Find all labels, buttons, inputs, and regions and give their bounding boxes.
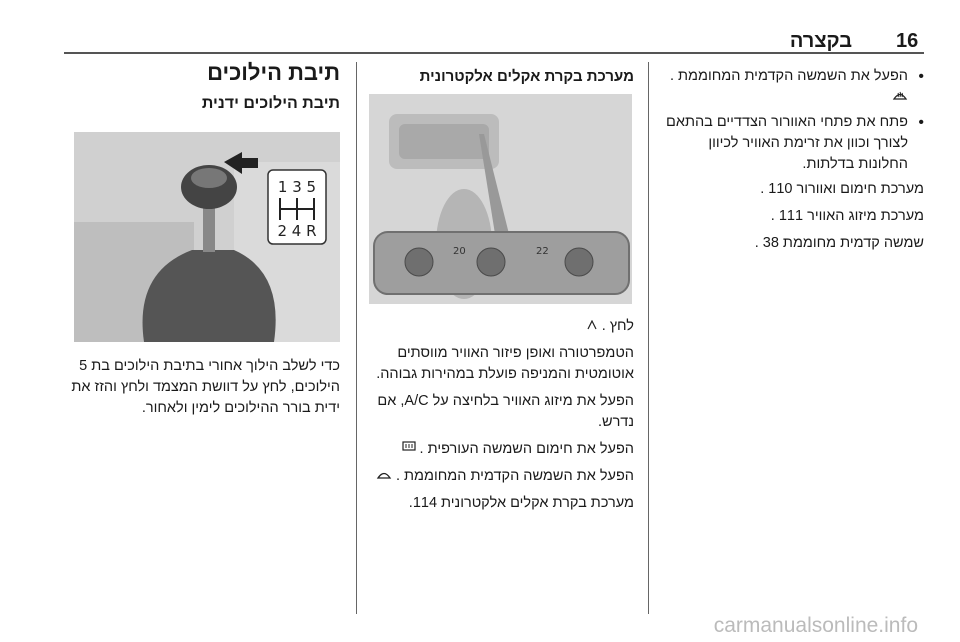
- panel-temp-left: 20: [453, 246, 466, 257]
- right-column: [662, 66, 924, 260]
- gear-lever-photo: [74, 132, 340, 342]
- climate-control-photo: [369, 94, 632, 304]
- bullet-text: הפעל את השמשה הקדמית המחוממת .: [669, 68, 908, 84]
- ref-windscreen: [662, 233, 924, 254]
- para-climate-ref: מערכת בקרת אקלים אלקטרונית 114.: [408, 495, 634, 511]
- rear-defrost-icon: [402, 441, 416, 457]
- watermark: carmanualsonline.info: [713, 614, 918, 637]
- dashboard-illustration: [369, 94, 632, 304]
- ref-text: מערכת מיזוג האוויר 111 .: [770, 208, 924, 224]
- ref-text: מערכת חימום ואוורור 110 .: [760, 181, 924, 197]
- left-column: [64, 62, 340, 114]
- heated-windscreen-icon: [892, 89, 908, 105]
- middle-column-text: [368, 316, 634, 520]
- transmission-title: תיבת הילוכים: [207, 60, 340, 85]
- ref-heating: [662, 179, 924, 200]
- middle-column: [368, 66, 634, 87]
- climate-title: מערכת בקרת אקלים אלקטרונית: [419, 68, 634, 85]
- bullet-windscreen: [662, 66, 924, 108]
- reverse-gear-paragraph: כדי לשלב הילוך אחורי בתיבת הילוכים בת 5 הילוכים, לחץ על דוושת המצמד ולחץ והזז את ידית בורר ההילוכים לימין ולאחור.: [71, 358, 340, 416]
- section-title: בקצרה: [789, 30, 852, 52]
- para-text: הפעל את השמשה הקדמית המחוממת .: [395, 468, 634, 484]
- bullet-text: פתח את פתחי האוורור הצדדיים בהתאם לצורך וכוון את זרימת האוויר לכיוון החלונות בדלתות.: [666, 114, 908, 172]
- manual-transmission-subtitle: תיבת הילוכים ידנית: [201, 95, 340, 112]
- para-windscreen: [368, 466, 634, 487]
- page-header: [0, 0, 960, 52]
- para-auto: [368, 316, 634, 337]
- header-rule: [64, 52, 924, 54]
- column-divider-right: [648, 62, 649, 614]
- para-ac: הפעל את מיזוג האוויר בלחיצה על A/C, אם נדרש.: [377, 393, 634, 430]
- page-number: 16: [896, 30, 919, 52]
- para-rear-window: [368, 439, 634, 460]
- left-column-text: [64, 356, 340, 425]
- ref-aircon: [662, 206, 924, 227]
- gear-pattern-bottom: 2 4 R: [277, 222, 317, 240]
- gear-lever-illustration: [74, 132, 340, 342]
- para-text: לחץ .: [601, 318, 634, 334]
- auto-icon: [586, 318, 598, 334]
- heated-windscreen-icon: [376, 468, 392, 484]
- bullet-side-vents: [662, 112, 924, 175]
- para-temperature: הטמפרטורה ואופן פיזור האוויר מווסתים אוטומטית והמניפה פועלת במהירות גבוהה.: [376, 345, 634, 382]
- gear-pattern-top: 1 3 5: [277, 178, 317, 196]
- para-text: הפעל את חימום השמשה העורפית .: [419, 441, 634, 457]
- panel-temp-right: 22: [536, 246, 549, 257]
- ref-text: שמשה קדמית מחוממת 38 .: [754, 235, 924, 251]
- column-divider-left: [356, 62, 357, 614]
